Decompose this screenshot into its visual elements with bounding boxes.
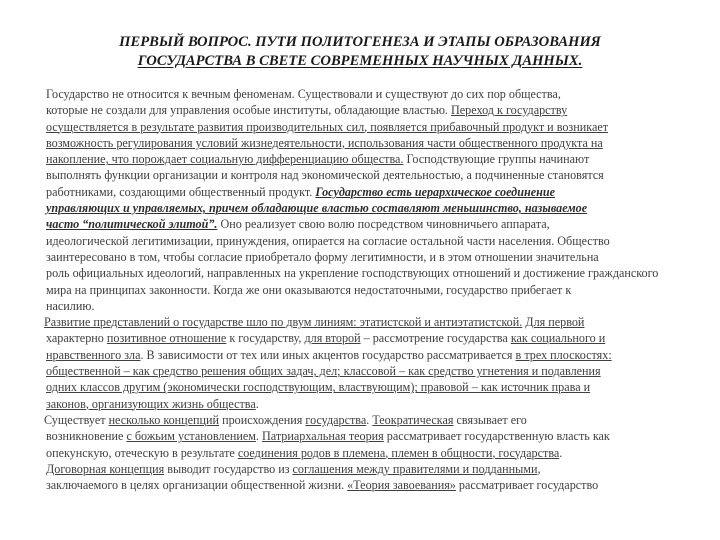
p2-underlined-phrase: в трех плоскостях:: [515, 347, 612, 362]
p1-line-10: [30, 233, 688, 249]
p3-line-1: [30, 412, 688, 428]
p1-text: Господствующие группы начинают: [403, 152, 590, 167]
p1-line-4: [30, 135, 688, 151]
p1-text: которые не создали для управления особые институты, обладающие властью.: [46, 103, 452, 118]
p3-underlined-phrase: государства: [305, 412, 367, 427]
p3-line-2: [30, 428, 688, 444]
p1-underlined-phrase: возможность регулирования условий жизнедеятельности, использования части общественного продукта на: [46, 135, 603, 150]
p2-underlined-phrase: для второй: [304, 331, 361, 346]
p3-line-4: [30, 461, 688, 477]
p1-text: роль официальных идеологий, направленных на укрепление господствующих отношений и достижение гражданского: [46, 266, 659, 281]
p1-underlined-phrase: Переход к государству: [451, 103, 568, 118]
p2-line-5: [30, 379, 688, 395]
p2-text: .: [255, 396, 259, 411]
title-line-2: ГОСУДАРСТВА В СВЕТЕ СОВРЕМЕННЫХ НАУЧНЫХ ДАННЫХ.: [137, 53, 583, 69]
p3-underlined-phrase: соглашения между правителями и подданными: [292, 461, 538, 476]
p3-underlined-phrase: соединения родов в племена, племен в общности, государства: [237, 445, 560, 460]
p2-text: характерно: [46, 331, 107, 346]
p2-text: – рассмотрение государства: [360, 331, 511, 346]
p2-line-4: [30, 363, 688, 379]
page-title: [40, 33, 680, 71]
p3-text: .: [559, 445, 563, 460]
p2-underlined-phrase: одних классов другим (экономически господствующим, властвующим); правовой – как источник права и: [46, 380, 591, 395]
p1-emphasis: управляющих и управляемых, причем обладающие властью составляют меньшинство, называемое: [46, 201, 588, 216]
p3-text: заключаемого в целях организации общественной жизни.: [46, 478, 348, 493]
p3-line-3: [30, 445, 688, 461]
p1-emphasis: Государство есть иерархическое соединение: [315, 184, 555, 199]
p1-line-14: [30, 298, 688, 314]
p1-text: Оно реализует свою волю посредством чиновничьего аппарата,: [217, 217, 550, 232]
p1-line-9: [30, 216, 688, 232]
p1-line-1: [30, 86, 688, 102]
p1-text: работниками, создающими общественный продукт.: [46, 184, 316, 199]
p3-text: опекунскую, отеческую в результате: [46, 445, 238, 460]
p2-underlined-phrase: общественной – как средство решения общих задач, дел; классовой – как средство угнетения и подавления: [46, 364, 601, 379]
p3-text: рассматривает государство: [455, 478, 599, 493]
p1-line-7: [30, 184, 688, 200]
p3-text: .: [255, 429, 262, 444]
p1-text: мира на принципах законности. Когда же они оказываются недостаточными, государство прибегает к: [46, 282, 572, 297]
p1-line-6: [30, 167, 688, 183]
p3-underlined-phrase: «Теория завоевания»: [347, 478, 456, 493]
p2-underlined-phrase: законов, организующих жизнь общества: [46, 396, 256, 411]
p2-text: . В зависимости от тех или иных акцентов государство рассматривается: [140, 347, 516, 362]
p3-underlined-phrase: Договорная концепция: [46, 461, 165, 476]
p2-underlined-phrase: позитивное отношение: [106, 331, 227, 346]
p3-text: Существует: [44, 412, 109, 427]
title-line-1: ПЕРВЫЙ ВОПРОС. ПУТИ ПОЛИТОГЕНЕЗА И ЭТАПЫ ОБРАЗОВАНИЯ: [119, 34, 601, 50]
p1-emphasis: часто “политической элитой”.: [46, 217, 218, 232]
p2-line-1: [30, 314, 688, 330]
p3-text: .: [366, 412, 373, 427]
p1-line-11: [30, 249, 688, 265]
p1-line-2: [30, 102, 688, 118]
p2-underlined-phrase: нравственного зла: [46, 347, 141, 362]
p1-line-5: [30, 151, 688, 167]
p3-underlined-phrase: Теократическая: [372, 412, 454, 427]
p3-text: ,: [537, 461, 541, 476]
p1-line-8: [30, 200, 688, 216]
p3-text: связывает его: [453, 412, 527, 427]
p3-text: рассматривает государственную власть как: [383, 429, 610, 444]
p3-underlined-phrase: несколько концепций: [108, 412, 220, 427]
p2-line-6: [30, 396, 688, 412]
p3-text: происхождения: [219, 412, 306, 427]
p2-underlined-phrase: Для первой: [525, 315, 585, 330]
p1-text: насилию.: [46, 298, 95, 313]
p1-underlined-phrase: осуществляется в результате развития производительных сил, появляется прибавочный продукт и возникает: [46, 119, 609, 134]
p3-text: возникновение: [46, 429, 127, 444]
p3-line-5: [30, 477, 688, 493]
p2-line-2: [30, 330, 688, 346]
p1-text: идеологической легитимизации, принуждения, опирается на согласие остальной части населения. Общество: [46, 233, 610, 248]
p3-text: выводит государство из: [164, 461, 293, 476]
p1-line-3: [30, 119, 688, 135]
p1-text: Государство не относится к вечным феноменам. Существовали и существуют до сих пор общества,: [46, 87, 561, 101]
p2-text: к государству,: [226, 331, 305, 346]
p2-underlined-phrase: как социального и: [510, 331, 606, 346]
p2-line-3: [30, 347, 688, 363]
document-body: [30, 86, 688, 493]
p1-line-12: [30, 265, 688, 281]
p1-line-13: [30, 282, 688, 298]
p3-underlined-phrase: Патриархальная теория: [262, 429, 384, 444]
p1-underlined-phrase: накопление, что порождает социальную дифференциацию общества.: [46, 152, 404, 167]
p1-text: заинтересовано в том, чтобы согласие приобретало форму легитимности, и в этом отношении значительна: [46, 249, 599, 264]
p3-underlined-phrase: с божьим установлением: [126, 429, 256, 444]
p2-underlined-phrase: Развитие представлений о государстве шло по двум линиям: этатистской и антиэтатистской.: [44, 315, 523, 330]
p1-text: выполнять функции организации и контроля над экономической деятельностью, а подчиненные становятся: [46, 168, 604, 183]
